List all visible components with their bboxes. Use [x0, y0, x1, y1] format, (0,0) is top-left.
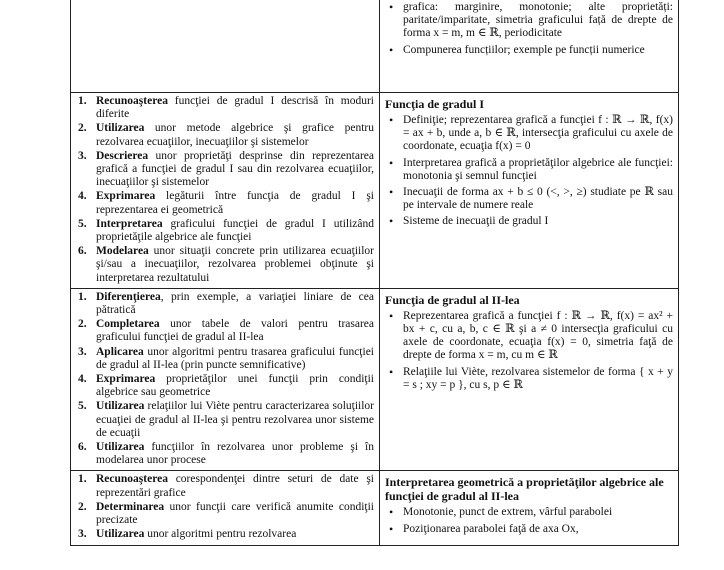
competency-number: 2.	[78, 122, 87, 135]
competency-item	[76, 373, 374, 399]
content-item: • Monotonie, punct de extrem, vârful parabolei	[385, 506, 673, 519]
competencies-cell	[71, 471, 380, 545]
curriculum-table	[70, 0, 679, 546]
competency-number: 5.	[78, 217, 87, 230]
competency-item	[76, 95, 374, 121]
contents-list	[385, 114, 673, 229]
content-item: • Interpretarea grafică a proprietăţilor algebrice ale funcţiei: monotonia şi semnul funcţiei	[385, 157, 673, 183]
competency-number: 4.	[78, 190, 87, 203]
competency-text: unor funcţii care verifică anumite condiţii precizate	[96, 500, 374, 527]
competency-verb: Utilizarea	[96, 528, 145, 541]
section-title: Funcţia de gradul I	[385, 97, 485, 111]
competency-number: 4.	[78, 373, 87, 386]
competencies-list	[76, 473, 374, 541]
competency-number: 2.	[78, 318, 87, 331]
competency-verb: Completarea	[96, 318, 160, 331]
contents-list	[385, 1, 673, 57]
competency-item	[76, 400, 374, 440]
competency-verb: Utilizarea	[96, 122, 145, 135]
competency-verb: Utilizarea	[96, 400, 145, 413]
content-item: • Poziţionarea parabolei faţă de axa Ox,	[385, 523, 673, 536]
contents-list	[385, 310, 673, 392]
competency-number: 3.	[78, 345, 87, 358]
table-row	[71, 471, 679, 545]
competency-item	[76, 190, 374, 216]
competency-text: graficului funcţiei de gradul I utilizând proprietăţile algebrice ale funcţiei	[96, 217, 374, 244]
competency-verb: Modelarea	[96, 245, 149, 258]
competency-item	[76, 528, 374, 541]
table-row	[71, 93, 679, 289]
competency-item	[76, 122, 374, 148]
competency-item	[76, 441, 374, 467]
competency-text: unor situaţii concrete prin utilizarea ecuaţiilor şi/sau a inecuaţiilor, rezolvarea problemei obţinute şi interpretarea rezultatului	[96, 245, 374, 284]
competency-verb: Recunoaşterea	[96, 95, 168, 107]
competency-number: 6.	[78, 245, 87, 258]
competency-text: unor algoritmi pentru trasarea graficului funcţiei de gradul al II-lea (prin puncte semnificative)	[96, 345, 374, 371]
competencies-cell	[71, 288, 380, 471]
competency-text: , prin exemple, a variaţiei liniare de cea pătratică	[96, 290, 374, 317]
competencies-list	[76, 95, 374, 285]
competency-number: 1.	[78, 95, 87, 107]
contents-cell	[380, 288, 679, 471]
competency-item	[76, 150, 374, 190]
competency-text: funcţiilor în rezolvarea unor probleme şi în modelarea unor procese	[96, 441, 374, 467]
competency-number: 3.	[78, 149, 87, 162]
content-item: • Reprezentarea grafică a funcţiei f : ℝ → ℝ, f(x) = ax² + bx + c, cu a, b, c ∈ ℝ şi a ≠ 0 intersecţia graficului cu axele de coordonate, ecuaţia f(x) = 0, simetria faţă de drepte de forma x = m, cu m ∈ ℝ	[385, 310, 673, 363]
competency-item	[76, 318, 374, 344]
competencies-list	[76, 291, 374, 468]
competency-item	[76, 473, 374, 499]
content-item: • Definiţie; reprezentarea grafică a funcţiei f : ℝ → ℝ, f(x) = ax + b, unde a, b ∈ ℝ, intersecţia graficului cu axele de coordonate, ecuaţia f(x) = 0	[385, 114, 673, 154]
competency-verb: Utilizarea	[96, 441, 145, 454]
content-item: • Inecuaţii de forma ax + b ≤ 0 (<, >, ≥) studiate pe ℝ sau pe intervale de numere reale	[385, 186, 673, 212]
competency-text: unor proprietăţi desprinse din reprezentarea grafică a funcţiei de gradul I sau din rezolvarea ecuaţiilor, inecuaţiilor şi sistemelor	[96, 149, 374, 189]
competency-text: unor algoritmi pentru rezolvarea	[144, 528, 297, 541]
section-title: Funcţia de gradul al II-lea	[385, 292, 520, 307]
contents-cell	[380, 93, 679, 289]
curriculum-table-body	[71, 0, 679, 545]
competency-text: legăturii între funcţia de gradul I şi reprezentarea ei geometrică	[96, 190, 374, 216]
section-title: Interpretarea geometrică a proprietăţilor algebrice ale funcţiei de gradul al II-lea	[385, 475, 664, 504]
competency-verb: Descrierea	[96, 149, 149, 162]
competency-verb: Exprimarea	[96, 373, 156, 386]
competency-item	[76, 346, 374, 372]
contents-list	[385, 506, 673, 535]
content-item: • Relaţiile lui Viète, rezolvarea sistemelor de forma { x + y = s ; xy = p }, cu s, p ∈ ℝ	[385, 366, 673, 392]
competency-item	[76, 218, 374, 244]
competency-number: 1.	[78, 473, 87, 486]
competency-item	[76, 245, 374, 285]
competency-verb: Exprimarea	[96, 190, 156, 203]
table-row	[71, 0, 679, 93]
competencies-cell	[71, 93, 380, 289]
content-item: • Sisteme de inecuaţii de gradul I	[385, 215, 673, 228]
competency-number: 3.	[78, 528, 87, 541]
content-item: • grafica: marginire, monotonie; alte proprietăți: paritate/imparitate, simetria graficului față de drepte de forma x = m, m ∈ ℝ, periodicitate	[385, 1, 673, 41]
competency-verb: Recunoaşterea	[96, 473, 168, 486]
content-item: • Compunerea funcțiilor; exemple pe funcții numerice	[385, 44, 673, 57]
competency-text: relaţiilor lui Viète pentru caracterizarea soluţiilor ecuaţiei de gradul al II-lea şi pentru rezolvarea unor sisteme de ecuaţii	[96, 400, 374, 439]
competency-verb: Diferenţierea	[96, 290, 161, 303]
table-row	[71, 288, 679, 471]
competency-number: 6.	[78, 441, 87, 454]
competency-text: unor tabele de valori pentru trasarea graficului funcţiei de gradul al II-lea	[96, 318, 374, 344]
competency-number: 1.	[78, 290, 87, 303]
competency-verb: Interpretarea	[96, 217, 163, 230]
competency-item	[76, 501, 374, 527]
competency-text: corespondenţei dintre seturi de date şi reprezentări grafice	[96, 473, 374, 499]
competency-number: 5.	[78, 400, 87, 413]
contents-cell	[380, 0, 679, 93]
competency-number: 2.	[78, 500, 87, 513]
competency-text: unor metode algebrice şi grafice pentru rezolvarea ecuaţiilor, inecuaţiilor şi sistemelor	[96, 122, 374, 148]
competency-text: funcţiei de gradul I descrisă în moduri diferite	[96, 95, 374, 121]
competency-verb: Aplicarea	[96, 345, 144, 358]
competency-text: proprietăţilor unei funcţii prin condiţii algebrice sau geometrice	[96, 373, 374, 399]
contents-cell	[380, 471, 679, 545]
competencies-cell	[71, 0, 380, 93]
competency-verb: Determinarea	[96, 500, 165, 513]
competency-item	[76, 291, 374, 317]
